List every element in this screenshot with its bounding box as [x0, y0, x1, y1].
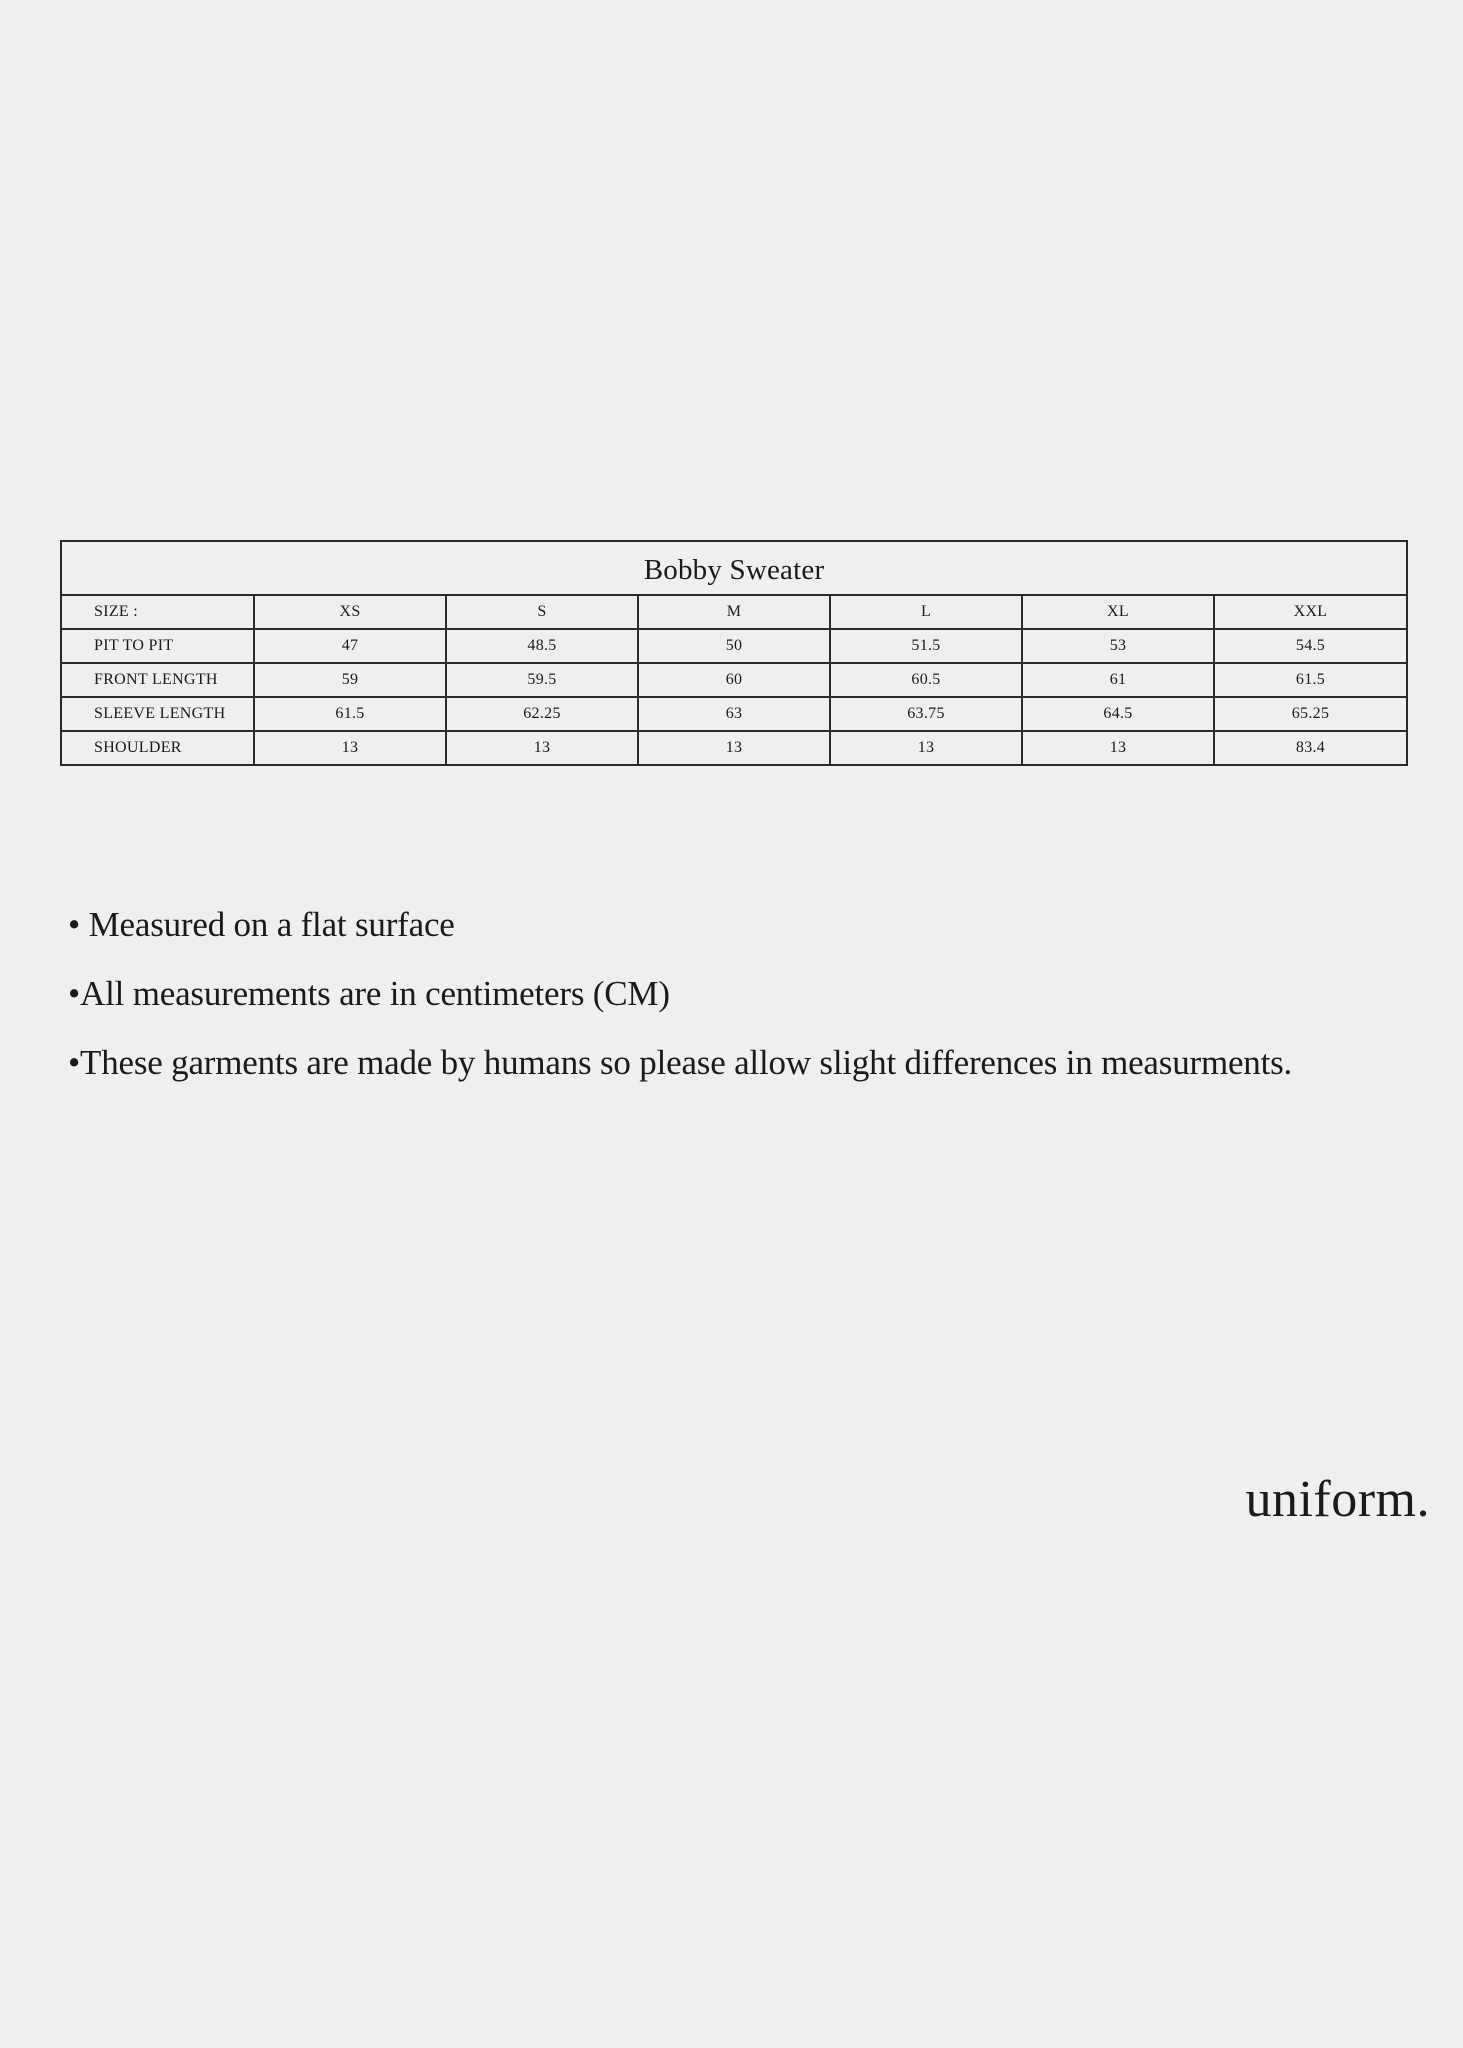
table-cell: 47: [254, 629, 446, 663]
measurement-notes: [68, 900, 1408, 1107]
brand-logo: uniform.: [1245, 1471, 1430, 1528]
note-handmade: •These garments are made by humans so please allow slight differences in measurments.: [68, 1043, 1293, 1082]
table-row: [62, 731, 1406, 764]
row-label: FRONT LENGTH: [62, 663, 254, 697]
table-row: [62, 697, 1406, 731]
table-cell: 60: [638, 663, 830, 697]
table-cell: 65.25: [1214, 697, 1406, 731]
table-cell: 13: [254, 731, 446, 764]
table-row: [62, 629, 1406, 663]
size-header-cell: XS: [254, 596, 446, 629]
table-cell: 61: [1022, 663, 1214, 697]
size-header-row: [62, 596, 1406, 629]
size-header-cell: XL: [1022, 596, 1214, 629]
size-header-label: SIZE :: [62, 596, 254, 629]
row-label: SHOULDER: [62, 731, 254, 764]
table-cell: 61.5: [254, 697, 446, 731]
size-header-cell: S: [446, 596, 638, 629]
note-units: •All measurements are in centimeters (CM): [68, 974, 670, 1013]
table-cell: 63.75: [830, 697, 1022, 731]
table-row: [62, 663, 1406, 697]
size-header-cell: XXL: [1214, 596, 1406, 629]
table-cell: 13: [1022, 731, 1214, 764]
table-cell: 51.5: [830, 629, 1022, 663]
table-cell: 61.5: [1214, 663, 1406, 697]
table-cell: 63: [638, 697, 830, 731]
row-label: SLEEVE LENGTH: [62, 697, 254, 731]
size-chart: [60, 540, 1408, 766]
size-header-cell: M: [638, 596, 830, 629]
table-cell: 59.5: [446, 663, 638, 697]
row-label: PIT TO PIT: [62, 629, 254, 663]
table-cell: 83.4: [1295, 739, 1326, 756]
table-cell: 13: [830, 731, 1022, 764]
size-header-cell: L: [830, 596, 1022, 629]
table-cell: 48.5: [446, 629, 638, 663]
chart-title: Bobby Sweater: [62, 542, 1406, 596]
table-cell: 13: [446, 731, 638, 764]
note-flat-surface: • Measured on a flat surface: [68, 905, 455, 944]
table-cell: 13: [638, 731, 830, 764]
table-cell: 60.5: [830, 663, 1022, 697]
table-cell: 50: [638, 629, 830, 663]
table-cell: 62.25: [446, 697, 638, 731]
table-cell: 54.5: [1214, 629, 1406, 663]
table-cell: 59: [254, 663, 446, 697]
table-cell: 64.5: [1022, 697, 1214, 731]
table-cell: 53: [1022, 629, 1214, 663]
size-table: [62, 596, 1406, 764]
